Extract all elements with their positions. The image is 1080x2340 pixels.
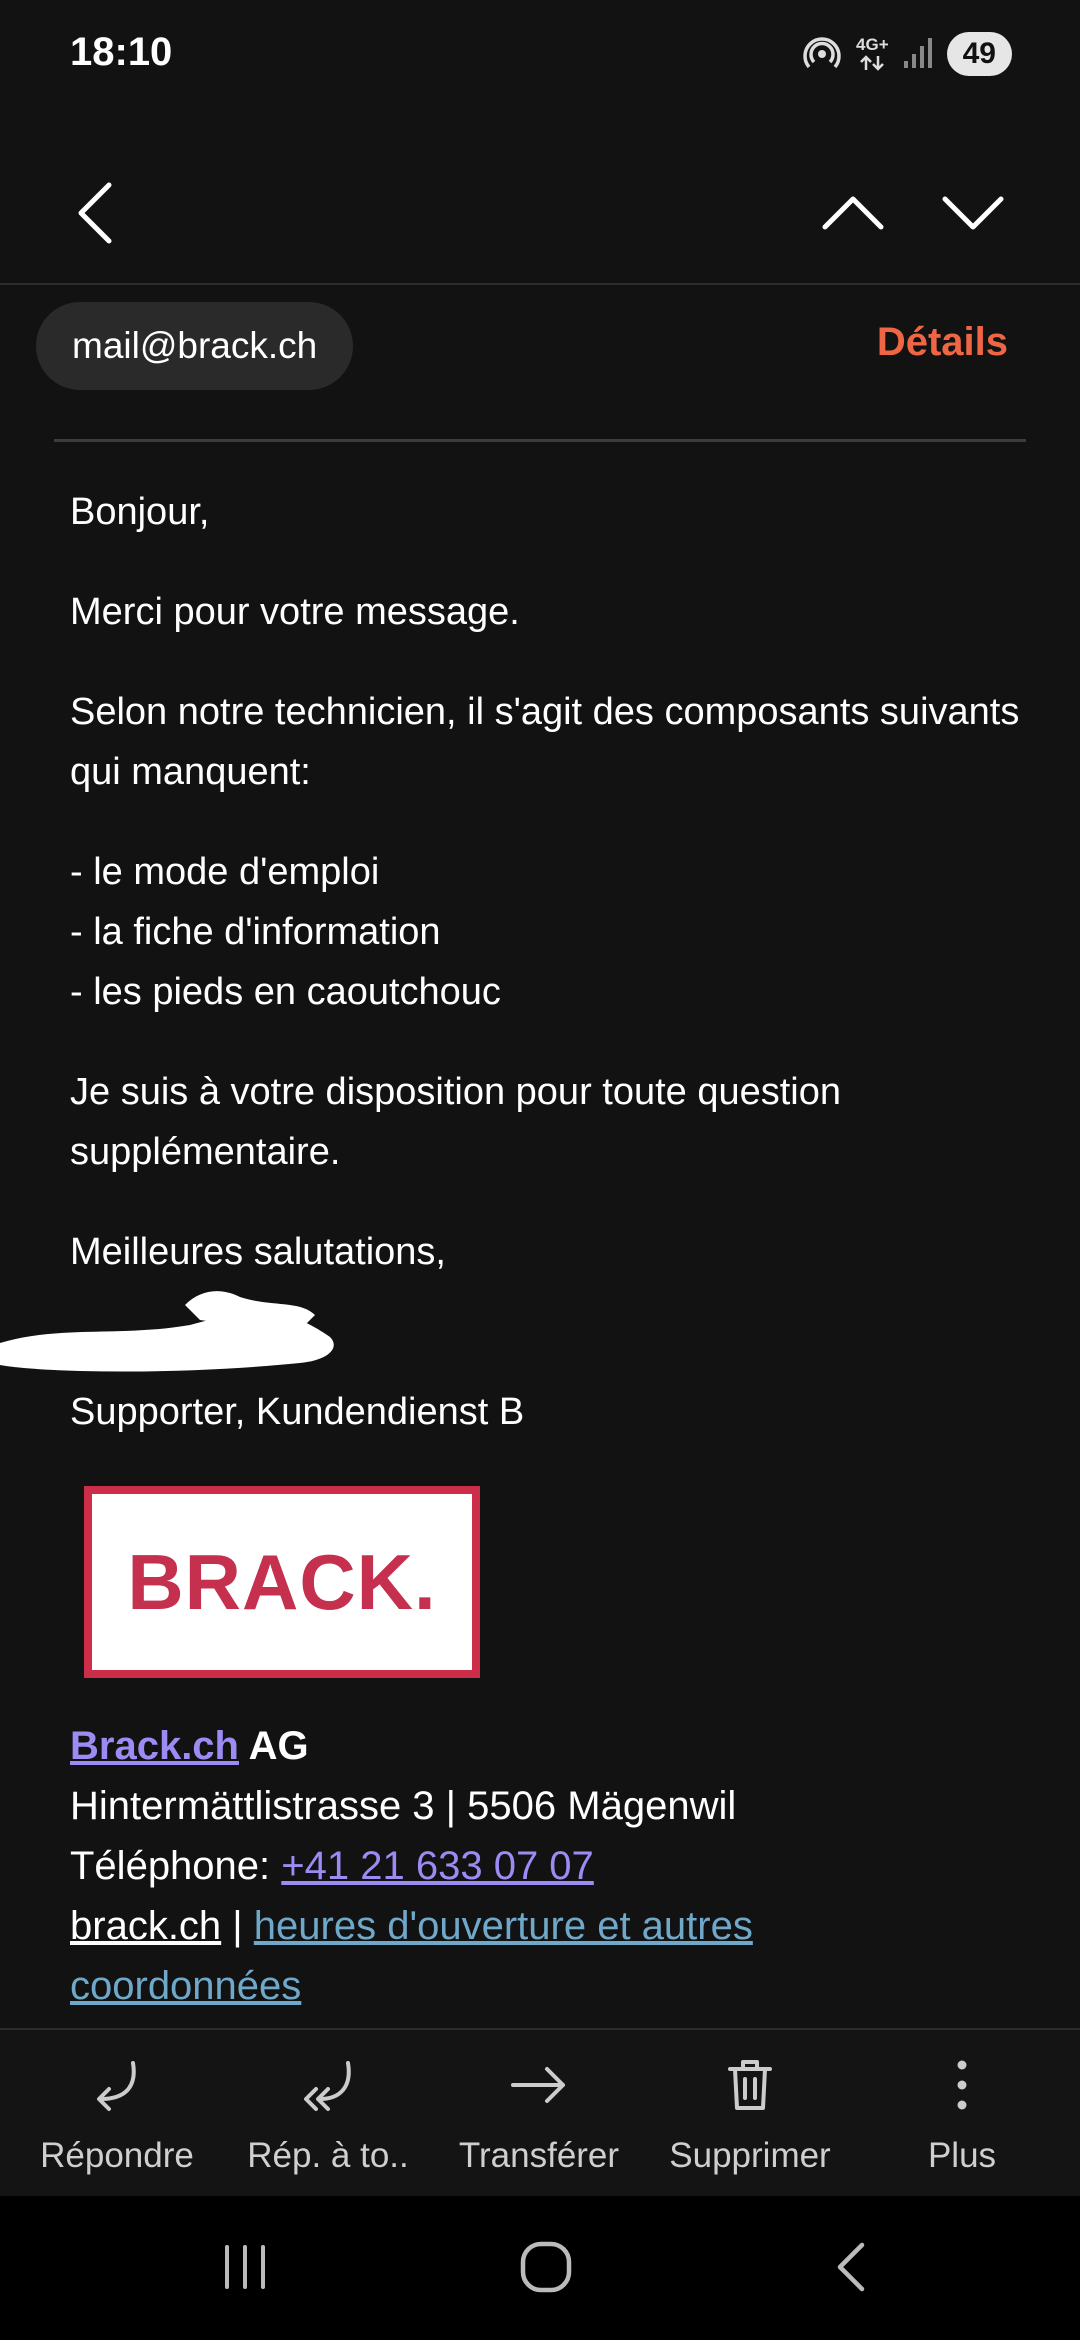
mobile-data-icon: [856, 36, 889, 72]
redaction-scribble: [0, 1285, 360, 1395]
chevron-left-icon: [75, 181, 115, 250]
delete-button[interactable]: [650, 2050, 850, 2190]
top-toolbar: [0, 110, 1080, 285]
forward-icon: [509, 2050, 569, 2120]
website-row: [70, 1896, 1030, 1956]
company-name-row: [70, 1716, 1030, 1776]
network-type: 4G+: [856, 35, 889, 54]
previous-email-button[interactable]: [800, 170, 905, 260]
list-item: - la fiche d'information: [70, 911, 441, 953]
battery-icon: 49: [947, 32, 1012, 76]
logo-text: BRACK.: [127, 1537, 437, 1626]
reply-button[interactable]: [17, 2050, 217, 2190]
separator: |: [221, 1904, 254, 1948]
hours-link-continued[interactable]: coordonnées: [70, 1964, 302, 2008]
reply-all-button[interactable]: [228, 2050, 428, 2190]
phone-link[interactable]: +41 21 633 07 07: [281, 1844, 594, 1888]
delete-label: Supprimer: [669, 2136, 831, 2175]
home-button[interactable]: [486, 2234, 606, 2304]
sender-chip[interactable]: mail@brack.ch: [36, 302, 353, 390]
company-suffix: AG: [238, 1724, 309, 1768]
details-link[interactable]: Détails: [876, 320, 1008, 364]
email-action-bar: [0, 2028, 1080, 2198]
company-info: [70, 1716, 1030, 2016]
website-link[interactable]: brack.ch: [70, 1904, 222, 1948]
reply-all-icon: [298, 2050, 358, 2120]
next-email-button[interactable]: [920, 170, 1025, 260]
more-button[interactable]: [862, 2050, 1062, 2190]
hours-link[interactable]: heures d'ouverture et autres: [253, 1904, 753, 1948]
brack-link[interactable]: Brack.ch: [70, 1724, 239, 1768]
signature-role: Supporter, Kundendienst B: [70, 1391, 525, 1433]
reply-label: Répondre: [40, 2136, 194, 2175]
chevron-down-icon: [941, 195, 1005, 236]
hotspot-icon: [802, 32, 842, 77]
phone-label: Téléphone:: [70, 1844, 282, 1888]
missing-items-list: [70, 842, 1030, 1022]
closing-line: Meilleures salutations,: [70, 1231, 446, 1273]
list-item: - les pieds en caoutchouc: [70, 971, 501, 1013]
reply-icon: [89, 2050, 145, 2120]
more-vertical-icon: [952, 2050, 972, 2120]
chevron-up-icon: [821, 195, 885, 236]
list-item: - le mode d'emploi: [70, 851, 380, 893]
trash-icon: [726, 2050, 774, 2120]
forward-button[interactable]: [439, 2050, 639, 2190]
company-address: Hintermättlistrasse 3 | 5506 Mägenwil: [70, 1784, 737, 1828]
greeting: Bonjour,: [70, 491, 210, 533]
reply-all-label: Rép. à to..: [247, 2136, 409, 2175]
system-nav-bar: [0, 2196, 1080, 2340]
phone-row: [70, 1836, 1030, 1896]
intro-paragraph: Selon notre technicien, il s'agit des composants suivants qui manquent:: [70, 691, 1020, 793]
more-label: Plus: [927, 2136, 997, 2175]
home-icon: [520, 2241, 572, 2298]
back-icon: [832, 2241, 868, 2298]
forward-label: Transférer: [458, 2136, 620, 2175]
recents-icon: [220, 2245, 270, 2294]
status-icons: [802, 32, 1012, 76]
status-time: 18:10: [70, 30, 173, 74]
signal-icon: [903, 35, 933, 74]
status-bar: [0, 0, 1080, 110]
recents-button[interactable]: [185, 2234, 305, 2304]
availability-paragraph: Je suis à votre disposition pour toute question supplémentaire.: [70, 1071, 842, 1173]
system-back-button[interactable]: [790, 2234, 910, 2304]
hours-row-2: [70, 1956, 1030, 2016]
header-divider: [54, 439, 1026, 442]
back-button[interactable]: [50, 165, 140, 265]
brack-logo: [84, 1486, 480, 1678]
thanks-line: Merci pour votre message.: [70, 591, 520, 633]
